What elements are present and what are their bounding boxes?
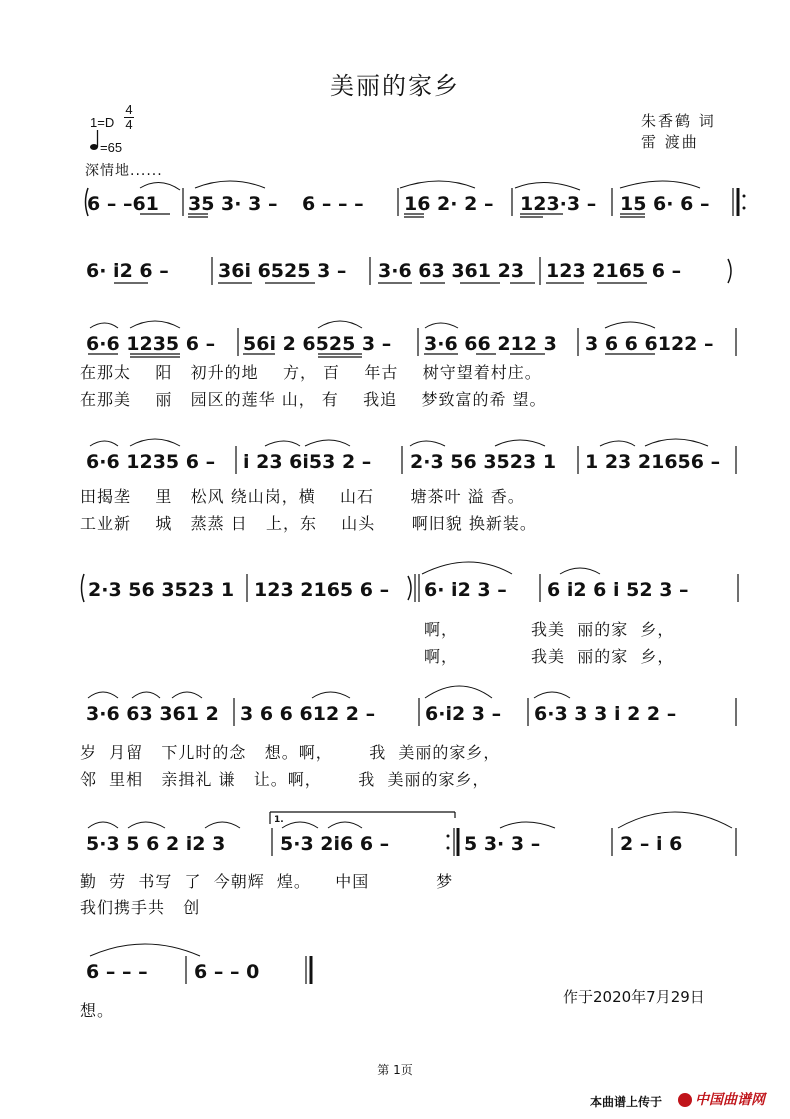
time-signature <box>124 103 134 132</box>
lyrics-verse-1-line-3: 啊， 我美 丽的家 乡， <box>424 620 675 639</box>
svg-text:123 2165 6 –: 123 2165 6 – <box>254 579 390 601</box>
lyrics-verse-2-line-3: 啊， 我美 丽的家 乡， <box>424 647 675 666</box>
lyrics-ending: 想。 <box>80 1001 115 1020</box>
svg-text:6·6 1235 6 –: 6·6 1235 6 – <box>86 333 216 355</box>
svg-text:1 23 21656 –: 1 23 21656 – <box>585 451 721 473</box>
logo-text: 中国曲谱网 <box>695 1092 765 1108</box>
svg-text:6·3 3 3 i 2 2 –: 6·3 3 3 i 2 2 – <box>534 703 677 725</box>
svg-text:6·i2 3 –: 6·i2 3 – <box>425 703 502 725</box>
tempo-marking: =65 <box>100 140 123 155</box>
svg-text:5·3 5 6 2 i2 3: 5·3 5 6 2 i2 3 <box>86 833 226 855</box>
staff-line-2 <box>0 249 790 289</box>
svg-text:2·3 56 3523 1: 2·3 56 3523 1 <box>88 579 235 601</box>
svg-text:3·6 66 212 3: 3·6 66 212 3 <box>424 333 557 355</box>
svg-text:123 2165 6 –: 123 2165 6 – <box>546 260 682 282</box>
svg-text:6 i2 6 i 52 3 –: 6 i2 6 i 52 3 – <box>547 579 689 601</box>
expression-marking: 深情地...... <box>85 163 163 179</box>
staff-line-7 <box>0 810 790 855</box>
logo-mark-icon <box>678 1093 692 1107</box>
staff-line-4 <box>0 440 790 480</box>
svg-text:3·6 63 361 2: 3·6 63 361 2 <box>86 703 219 725</box>
lyrics-verse-1-line-2: 田揭垄 里 松风 绕山岗，横 山石 塘茶叶 溢 香。 <box>80 487 525 506</box>
svg-text:6· i2 6 –: 6· i2 6 – <box>86 260 169 282</box>
lyrics-verse-2-line-1: 在那美 丽 园区的莲华 山， 有 我追 梦致富的希 望。 <box>80 390 547 409</box>
svg-text:6·6 1235 6 –: 6·6 1235 6 – <box>86 451 216 473</box>
svg-text:16 2· 2 –: 16 2· 2 – <box>404 193 494 215</box>
svg-text:2·3 56 3523 1: 2·3 56 3523 1 <box>410 451 557 473</box>
svg-text:3·6 63 361 23: 3·6 63 361 23 <box>378 260 525 282</box>
svg-text:2 – i 6: 2 – i 6 <box>620 833 683 855</box>
site-logo[interactable] <box>678 1089 765 1109</box>
staff-line-5 <box>0 566 790 606</box>
volta-bracket-label: 1. <box>274 815 284 825</box>
svg-text:i 23 6i53 2 –: i 23 6i53 2 – <box>243 451 372 473</box>
staff-line-1 <box>0 180 790 220</box>
staff-line-3 <box>0 322 790 362</box>
composition-date: 作于2020年7月29日 <box>563 988 705 1006</box>
staff-line-6 <box>0 690 790 730</box>
lyrics-verse-1-line-5: 勤 劳 书写 了 今朝辉 煌。 中国 梦 <box>80 872 454 891</box>
composer-credit: 雷 渡曲 <box>641 133 699 151</box>
lyrics-verse-1-line-4: 岁 月留 下儿时的念 想。啊， 我 美丽的家乡， <box>80 743 501 762</box>
staff-line-8 <box>0 942 790 982</box>
svg-text:6 – – –: 6 – – – <box>86 961 148 983</box>
lyricist-credit: 朱香鹤 词 <box>641 112 716 130</box>
svg-text:3 6 6 612 2 –: 3 6 6 612 2 – <box>240 703 376 725</box>
svg-text:5·3 2i6 6 –: 5·3 2i6 6 – <box>280 833 390 855</box>
lyrics-verse-2-line-5: 我们携手共 创 <box>80 898 201 917</box>
svg-text:36i 6525 3 –: 36i 6525 3 – <box>218 260 347 282</box>
svg-text:5 3· 3 –: 5 3· 3 – <box>464 833 541 855</box>
lyrics-verse-2-line-4: 邻 里相 亲揖礼 谦 让。啊， 我 美丽的家乡， <box>80 770 490 789</box>
svg-text:56i 2 6525 3 –: 56i 2 6525 3 – <box>243 333 392 355</box>
svg-text:6· i2 3 –: 6· i2 3 – <box>424 579 507 601</box>
time-signature-top: 4 <box>125 102 133 117</box>
svg-text:15 6· 6 –: 15 6· 6 – <box>620 193 710 215</box>
lyrics-verse-2-line-2: 工业新 城 蒸蒸 日 上，东 山头 啊旧貌 换新装。 <box>80 514 537 533</box>
svg-text:3 6 6 6122 –: 3 6 6 6122 – <box>585 333 714 355</box>
svg-text:35 3· 3 –: 35 3· 3 – <box>188 193 278 215</box>
svg-text:6 – –61: 6 – –61 <box>87 193 159 215</box>
svg-text:123·3 –: 123·3 – <box>520 193 597 215</box>
time-signature-bottom: 4 <box>125 117 133 132</box>
upload-source-text: 本曲谱上传于 <box>590 1095 663 1109</box>
svg-text:6 – – 0: 6 – – 0 <box>194 961 260 983</box>
lyrics-verse-1-line-1: 在那太 阳 初升的地 方， 百 年古 树守望着村庄。 <box>80 363 542 382</box>
key-signature: 1=D <box>90 115 115 130</box>
score-title: 美丽的家乡 <box>330 72 460 100</box>
svg-text:6 – – –: 6 – – – <box>302 193 364 215</box>
page-number: 第 1页 <box>377 1063 413 1077</box>
